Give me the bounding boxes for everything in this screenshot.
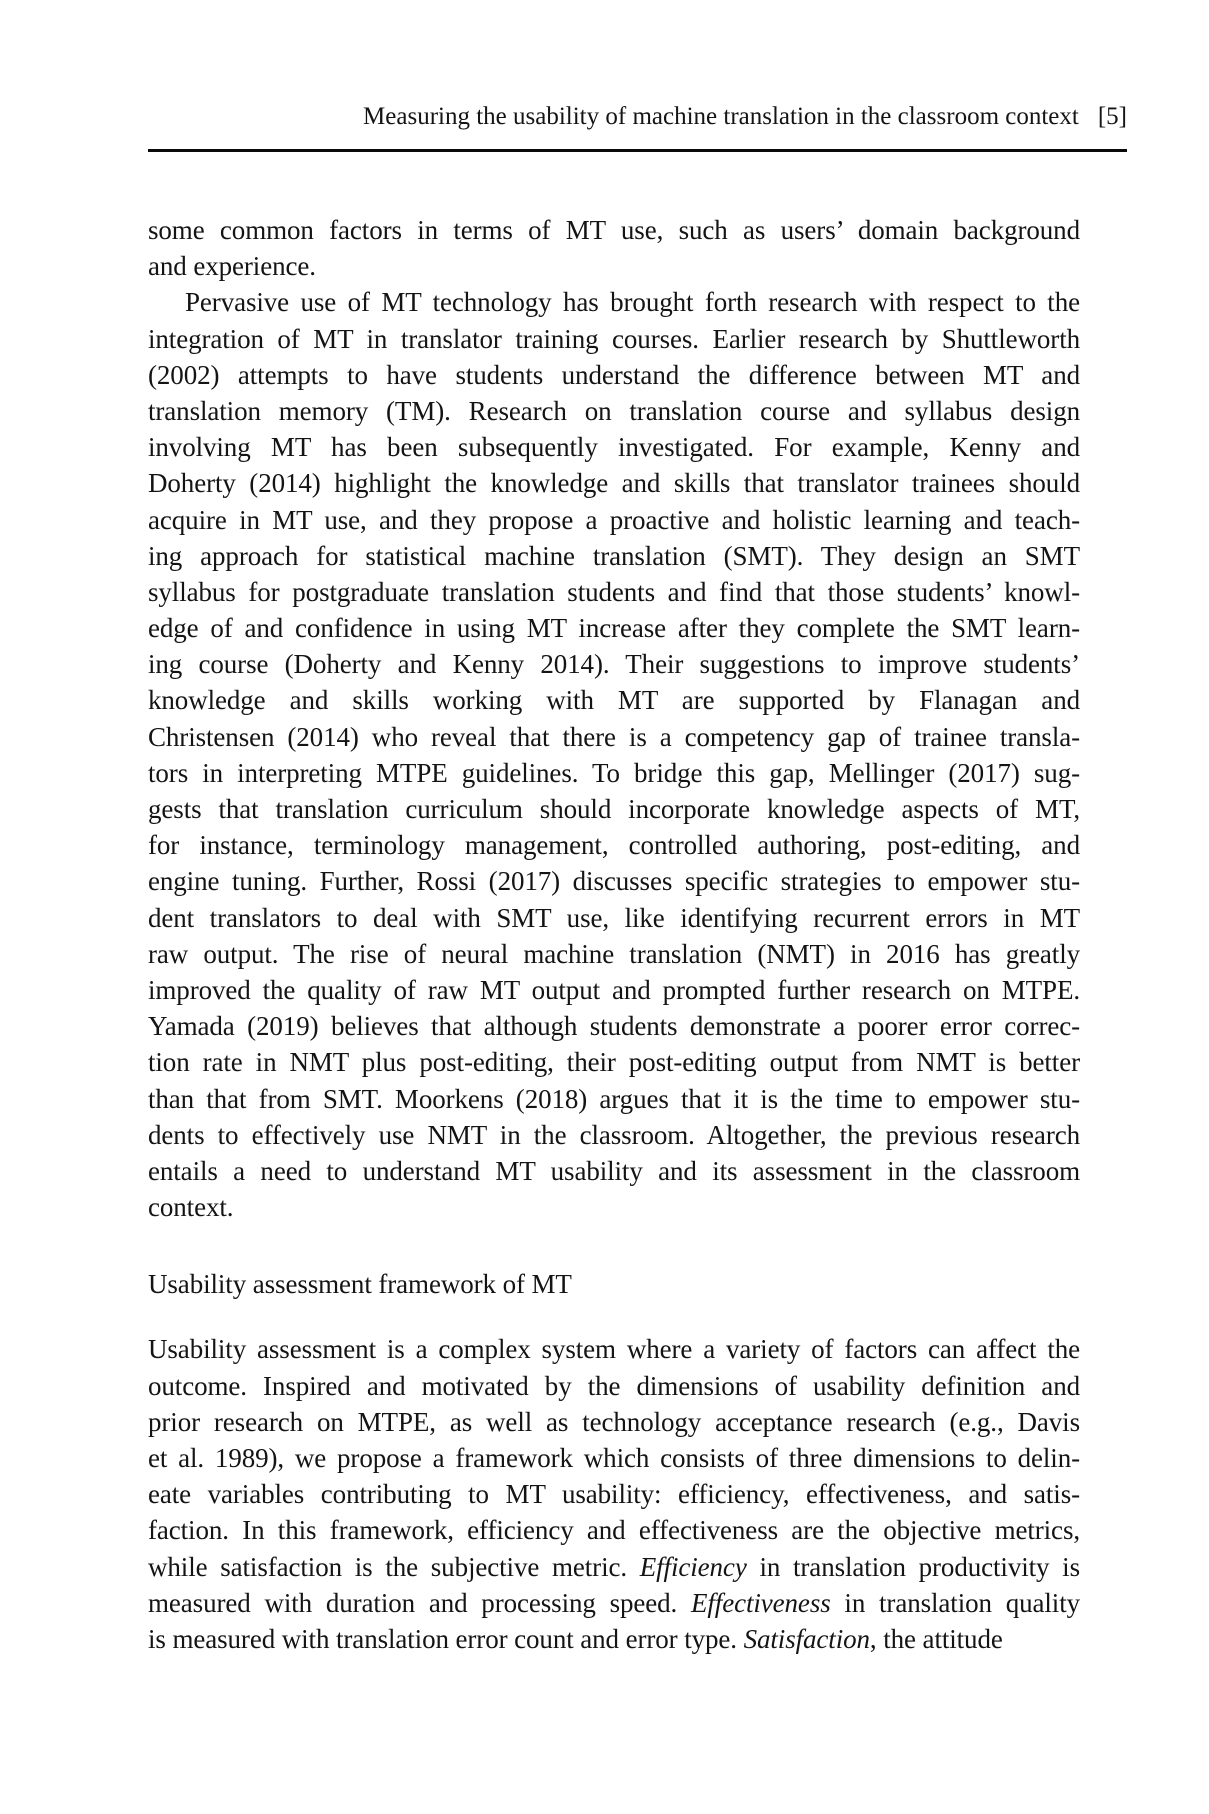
text-segment: ing approach for statistical machine translation (SMT). They design an SMT bbox=[148, 540, 1080, 571]
text-segment: integration of MT in translator training courses. Earlier research by Shuttleworth bbox=[148, 323, 1080, 354]
text-line-content bbox=[148, 1008, 1080, 1044]
text-line-content bbox=[148, 827, 1080, 863]
text-line-content bbox=[148, 1189, 233, 1225]
text-segment: gests that translation curriculum should incorporate knowledge aspects of MT, bbox=[148, 794, 1080, 824]
text-segment: Pervasive use of MT technology has brought forth research with respect to the bbox=[185, 287, 1080, 318]
text-line-content bbox=[148, 1404, 1080, 1440]
paragraph-usability-framework bbox=[148, 1331, 1080, 1657]
text-line bbox=[148, 1512, 1080, 1548]
text-segment: than that from SMT. Moorkens (2018) argues that it is the time to empower stu- bbox=[148, 1083, 1080, 1114]
paragraph-continuation bbox=[148, 212, 1080, 284]
text-line bbox=[148, 900, 1080, 936]
text-segment: Christensen (2014) who reveal that there is a competency gap of trainee transla- bbox=[148, 721, 1080, 752]
page-number: [5] bbox=[1097, 103, 1127, 130]
paragraph-mt-training-research bbox=[148, 284, 1080, 1225]
text-line-content bbox=[148, 972, 1080, 1008]
running-header bbox=[148, 102, 1127, 132]
text-line bbox=[148, 1404, 1080, 1440]
text-segment: in translation productivity is bbox=[746, 1551, 1080, 1582]
text-segment: dents to effectively use NMT in the classroom. Altogether, the previous research bbox=[148, 1119, 1080, 1150]
text-segment: entails a need to understand MT usability and its assessment in the classroom bbox=[148, 1155, 1080, 1186]
text-line-content bbox=[148, 1331, 1080, 1367]
text-line-content bbox=[148, 212, 1080, 248]
text-segment: Usability assessment is a complex system where a variety of factors can affect the bbox=[148, 1334, 1080, 1365]
text-line bbox=[148, 1189, 1080, 1225]
text-line bbox=[148, 321, 1080, 357]
text-line-content bbox=[148, 1476, 1080, 1512]
text-segment: tors in interpreting MTPE guidelines. To bridge this gap, Mellinger (2017) sug- bbox=[148, 757, 1080, 788]
text-line-content bbox=[148, 1549, 1080, 1585]
text-line bbox=[148, 719, 1080, 755]
text-line bbox=[148, 791, 1080, 827]
text-line-content bbox=[148, 1081, 1080, 1117]
text-line bbox=[148, 1585, 1080, 1621]
text-line-content bbox=[148, 682, 1080, 718]
text-line bbox=[148, 936, 1080, 972]
text-segment: syllabus for postgraduate translation students and find that those students’ knowl- bbox=[148, 576, 1080, 607]
text-segment: in translation quality bbox=[830, 1587, 1080, 1618]
text-line-content bbox=[148, 1044, 1080, 1080]
text-line-content bbox=[148, 719, 1080, 755]
text-line bbox=[148, 1476, 1080, 1512]
text-line-content bbox=[148, 465, 1080, 501]
text-segment: translation memory (TM). Research on translation course and syllabus design bbox=[148, 395, 1080, 426]
text-line bbox=[148, 429, 1080, 465]
text-line-content bbox=[148, 1117, 1080, 1153]
text-segment: prior research on MTPE, as well as technology acceptance research (e.g., Davis bbox=[148, 1406, 1080, 1437]
text-segment-italic: Effectiveness bbox=[691, 1587, 831, 1618]
text-line-content bbox=[148, 1153, 1080, 1189]
text-line-content bbox=[148, 574, 1080, 610]
text-line-content bbox=[148, 646, 1080, 682]
text-line bbox=[148, 393, 1080, 429]
text-segment: faction. In this framework, efficiency and effectiveness are the objective metrics, bbox=[148, 1515, 1080, 1546]
text-line-content bbox=[148, 1512, 1080, 1548]
text-line bbox=[148, 1008, 1080, 1044]
text-line bbox=[148, 574, 1080, 610]
text-segment: (2002) attempts to have students understand the difference between MT and bbox=[148, 359, 1080, 390]
body-text-block bbox=[148, 212, 1080, 1657]
text-line bbox=[148, 1081, 1080, 1117]
text-line-content bbox=[148, 1585, 1080, 1621]
text-line bbox=[148, 863, 1080, 899]
text-segment: eate variables contributing to MT usability: efficiency, effectiveness, and satis- bbox=[148, 1479, 1080, 1510]
text-line-content bbox=[148, 936, 1080, 972]
text-line-content bbox=[148, 900, 1080, 936]
text-line bbox=[148, 212, 1080, 248]
text-line bbox=[148, 755, 1080, 791]
text-segment: , the attitude bbox=[869, 1623, 1003, 1654]
text-line bbox=[148, 1117, 1080, 1153]
text-line-content bbox=[148, 502, 1080, 538]
text-segment-italic: Efficiency bbox=[639, 1551, 747, 1582]
text-line bbox=[148, 646, 1080, 682]
text-line bbox=[148, 248, 1080, 284]
text-line-content bbox=[148, 863, 1080, 899]
text-segment: edge of and confidence in using MT increase after they complete the SMT learn- bbox=[148, 613, 1080, 644]
text-segment: acquire in MT use, and they propose a proactive and holistic learning and teach- bbox=[148, 504, 1080, 535]
text-line-content bbox=[148, 321, 1080, 357]
text-line bbox=[148, 610, 1080, 646]
text-segment: and experience. bbox=[148, 251, 316, 282]
text-segment: some common factors in terms of MT use, such as users’ domain background bbox=[148, 215, 1080, 245]
text-segment: for instance, terminology management, controlled authoring, post-editing, and bbox=[148, 830, 1080, 861]
text-line-content bbox=[148, 429, 1080, 465]
text-line bbox=[148, 1440, 1080, 1476]
text-line bbox=[148, 1549, 1080, 1585]
text-line-content bbox=[148, 393, 1080, 429]
text-segment: engine tuning. Further, Rossi (2017) discusses specific strategies to empower stu- bbox=[148, 866, 1080, 897]
text-segment: involving MT has been subsequently investigated. For example, Kenny and bbox=[148, 432, 1080, 463]
text-segment: is measured with translation error count and error type. bbox=[148, 1623, 744, 1654]
text-line bbox=[148, 284, 1080, 320]
text-line-content bbox=[148, 1440, 1080, 1476]
text-segment: dent translators to deal with SMT use, like identifying recurrent errors in MT bbox=[148, 902, 1080, 933]
text-line bbox=[148, 1368, 1080, 1404]
text-segment: outcome. Inspired and motivated by the dimensions of usability definition and bbox=[148, 1370, 1080, 1401]
text-line bbox=[148, 357, 1080, 393]
text-segment: et al. 1989), we propose a framework which consists of three dimensions to delin- bbox=[148, 1443, 1080, 1474]
text-segment: measured with duration and processing speed. bbox=[148, 1587, 691, 1618]
text-line bbox=[148, 1153, 1080, 1189]
text-segment: tion rate in NMT plus post-editing, their post-editing output from NMT is better bbox=[148, 1047, 1080, 1078]
text-segment: knowledge and skills working with MT are supported by Flanagan and bbox=[148, 685, 1080, 716]
text-line bbox=[148, 538, 1080, 574]
text-line bbox=[148, 465, 1080, 501]
text-segment: improved the quality of raw MT output and prompted further research on MTPE. bbox=[148, 974, 1080, 1005]
text-line bbox=[148, 1044, 1080, 1080]
header-rule bbox=[148, 149, 1127, 152]
text-line bbox=[148, 827, 1080, 863]
text-segment: raw output. The rise of neural machine translation (NMT) in 2016 has greatly bbox=[148, 938, 1080, 969]
text-line-content bbox=[148, 1368, 1080, 1404]
text-line bbox=[148, 502, 1080, 538]
text-line-content bbox=[148, 610, 1080, 646]
text-line bbox=[148, 682, 1080, 718]
text-segment: ing course (Doherty and Kenny 2014). Their suggestions to improve students’ bbox=[148, 649, 1080, 680]
text-line-content bbox=[148, 1621, 1003, 1657]
text-line-content bbox=[148, 248, 316, 284]
text-segment: Yamada (2019) believes that although students demonstrate a poorer error correc- bbox=[148, 1011, 1080, 1042]
section-heading: Usability assessment framework of MT bbox=[148, 1269, 572, 1300]
text-segment-italic: Satisfaction bbox=[743, 1623, 870, 1654]
text-line-content bbox=[148, 755, 1080, 791]
text-segment: context. bbox=[148, 1192, 234, 1223]
text-line-content bbox=[148, 538, 1080, 574]
text-segment: Doherty (2014) highlight the knowledge and skills that translator trainees should bbox=[148, 468, 1080, 499]
text-line-content bbox=[148, 357, 1080, 393]
text-line bbox=[148, 1621, 1080, 1657]
running-header-title: Measuring the usability of machine translation in the classroom context bbox=[363, 103, 1079, 130]
text-line bbox=[148, 1331, 1080, 1367]
text-line-content bbox=[148, 791, 1080, 827]
running-title-box bbox=[148, 102, 1079, 132]
text-line bbox=[148, 972, 1080, 1008]
text-line-content bbox=[185, 284, 1080, 320]
text-segment: while satisfaction is the subjective metric. bbox=[148, 1551, 640, 1582]
